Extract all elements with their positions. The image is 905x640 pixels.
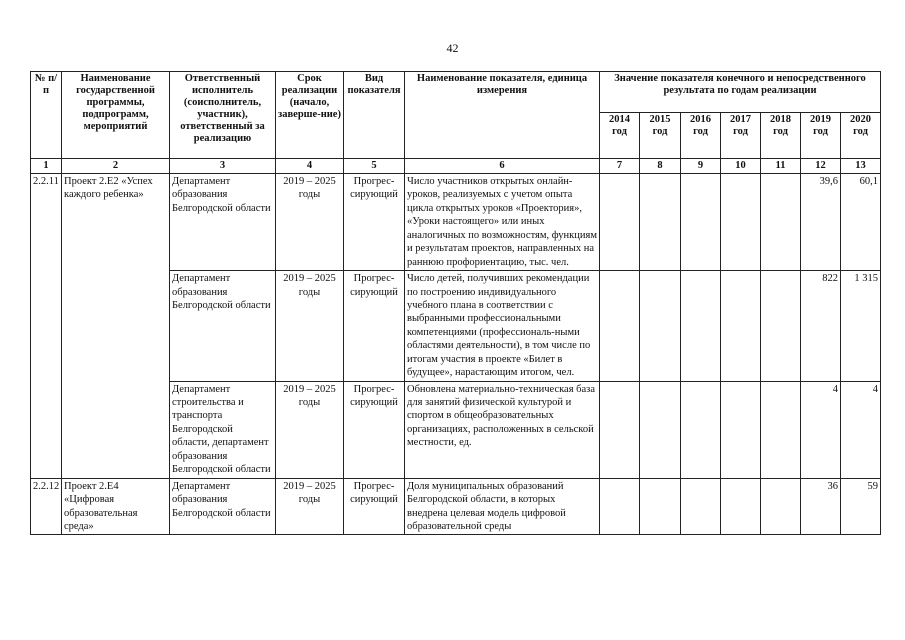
value-2017 — [721, 478, 761, 535]
value-2018 — [761, 174, 801, 271]
header-values-group: Значение показателя конечного и непосредственного результата по годам реализации — [600, 72, 881, 113]
value-2017 — [721, 381, 761, 478]
program-name — [62, 381, 170, 478]
value-2019: 39,6 — [801, 174, 841, 271]
program-name: Проект 2.Е2 «Успех каждого ребенка» — [62, 174, 170, 271]
value-2018 — [761, 381, 801, 478]
column-number: 7 — [600, 159, 640, 174]
column-number: 2 — [62, 159, 170, 174]
header-type: Вид показателя — [344, 72, 405, 159]
column-number: 1 — [31, 159, 62, 174]
indicators-table — [30, 71, 881, 535]
column-number: 3 — [170, 159, 276, 174]
column-number: 9 — [681, 159, 721, 174]
column-numbers-row — [31, 159, 881, 174]
indicator-type: Прогрес-сирующий — [344, 174, 405, 271]
indicator-name: Доля муниципальных образований Белгородской области, в которых внедрена целевая модель цифровой образовательной среды — [405, 478, 600, 535]
indicator-name: Число детей, получивших рекомендации по построению индивидуального учебного плана в соответствии с выбранными профессиональными компетенциями (профессиональ-ными областями деятельности), в том числе по итогам участия в проекте «Билет в будущее», нарастающим итогом, чел. — [405, 271, 600, 382]
header-term: Срок реализации (начало, заверше-ние) — [276, 72, 344, 159]
value-2019: 36 — [801, 478, 841, 535]
value-2015 — [640, 174, 681, 271]
row-number: 2.2.12 — [31, 478, 62, 535]
column-number: 4 — [276, 159, 344, 174]
indicator-type: Прогрес-сирующий — [344, 381, 405, 478]
column-number: 8 — [640, 159, 681, 174]
executor: Департамент образования Белгородской области — [170, 271, 276, 382]
value-2020: 59 — [841, 478, 881, 535]
header-year: 2016 год — [681, 113, 721, 159]
row-number — [31, 381, 62, 478]
header-name: Наименование государственной программы, подпрограмм, мероприятий — [62, 72, 170, 159]
value-2015 — [640, 478, 681, 535]
column-number: 10 — [721, 159, 761, 174]
table-row — [31, 174, 881, 271]
header-year: 2014 год — [600, 113, 640, 159]
value-2019: 822 — [801, 271, 841, 382]
header-year: 2018 год — [761, 113, 801, 159]
table-row — [31, 271, 881, 382]
header-num: № п/п — [31, 72, 62, 159]
indicator-type: Прогрес-сирующий — [344, 478, 405, 535]
row-number: 2.2.11 — [31, 174, 62, 271]
header-year: 2015 год — [640, 113, 681, 159]
executor: Департамент образования Белгородской области — [170, 478, 276, 535]
header-indicator: Наименование показателя, единица измерения — [405, 72, 600, 159]
value-2020: 4 — [841, 381, 881, 478]
value-2015 — [640, 271, 681, 382]
term: 2019 – 2025 годы — [276, 174, 344, 271]
value-2016 — [681, 271, 721, 382]
term: 2019 – 2025 годы — [276, 381, 344, 478]
indicator-name: Число участников открытых онлайн-уроков, реализуемых с учетом опыта цикла открытых уроков «Проектория», «Уроки настоящего» или иных аналогичных по возможностям, функциям и результатам проектов, направленных на раннюю профориентацию, тыс. чел. — [405, 174, 600, 271]
header-year: 2019 год — [801, 113, 841, 159]
column-number: 5 — [344, 159, 405, 174]
value-2016 — [681, 381, 721, 478]
value-2019: 4 — [801, 381, 841, 478]
value-2014 — [600, 174, 640, 271]
value-2014 — [600, 478, 640, 535]
value-2017 — [721, 271, 761, 382]
column-number: 12 — [801, 159, 841, 174]
program-name: Проект 2.Е4 «Цифровая образовательная среда» — [62, 478, 170, 535]
value-2017 — [721, 174, 761, 271]
value-2015 — [640, 381, 681, 478]
page-number: 42 — [446, 41, 459, 55]
value-2020: 1 315 — [841, 271, 881, 382]
table-row — [31, 478, 881, 535]
program-name — [62, 271, 170, 382]
term: 2019 – 2025 годы — [276, 271, 344, 382]
value-2014 — [600, 381, 640, 478]
indicator-type: Прогрес-сирующий — [344, 271, 405, 382]
value-2016 — [681, 174, 721, 271]
indicator-name: Обновлена материально-техническая база для занятий физической культурой и спортом в общеобразовательных организациях, расположенных в сельской местности, ед. — [405, 381, 600, 478]
column-number: 6 — [405, 159, 600, 174]
header-year: 2017 год — [721, 113, 761, 159]
column-number: 11 — [761, 159, 801, 174]
header-executor: Ответственный исполнитель (соисполнитель, участник), ответственный за реализацию — [170, 72, 276, 159]
value-2018 — [761, 271, 801, 382]
column-number: 13 — [841, 159, 881, 174]
value-2014 — [600, 271, 640, 382]
value-2018 — [761, 478, 801, 535]
term: 2019 – 2025 годы — [276, 478, 344, 535]
row-number — [31, 271, 62, 382]
value-2016 — [681, 478, 721, 535]
executor: Департамент строительства и транспорта Белгородской области, департамент образования Белгородской области — [170, 381, 276, 478]
header-year: 2020 год — [841, 113, 881, 159]
executor: Департамент образования Белгородской области — [170, 174, 276, 271]
value-2020: 60,1 — [841, 174, 881, 271]
table-row — [31, 381, 881, 478]
